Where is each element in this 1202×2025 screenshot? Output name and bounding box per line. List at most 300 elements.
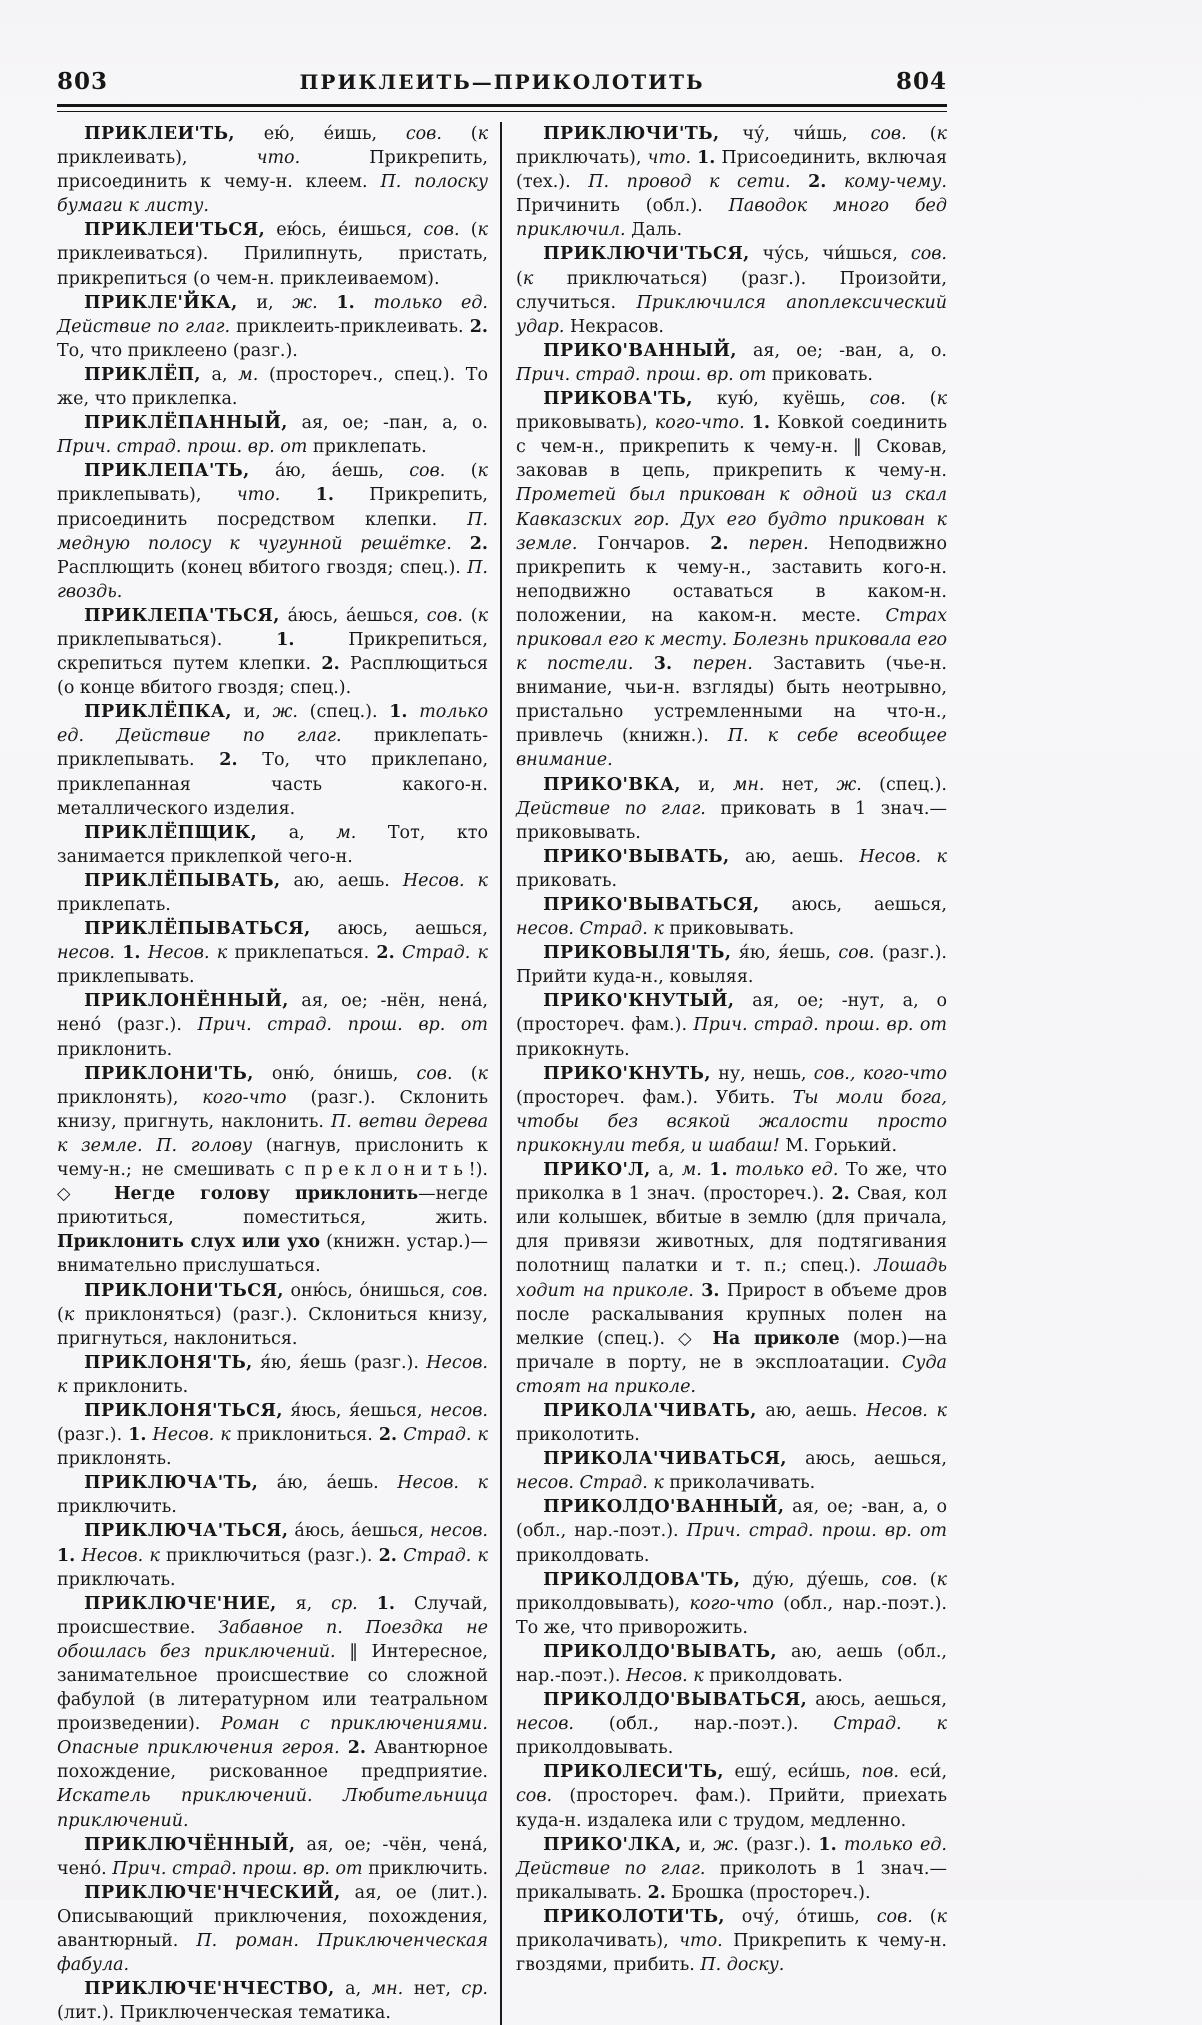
dictionary-entry [516,242,947,338]
entry-text: Расплющить (конец вбитого гвоздя; спец.). [57,557,468,578]
entry-text: !). ◇ [57,1160,488,1205]
dictionary-entry [516,989,947,1061]
entry-text: Несов. к [625,1666,704,1686]
headword: ПРИКОЛДО'ВЫВАТЬСЯ, [543,1690,808,1711]
entry-text: а, [334,1979,372,2000]
entry-text: Прич. страд. прош. вр. от [112,1858,363,1879]
entry-text: Даль. [625,220,683,241]
entry-text: ешу́, еси́шь, [723,1762,862,1783]
entry-text: приключиться (разг.). [159,1545,379,1566]
headword: ПРИКО'ВКА, [543,774,681,795]
entry-text: приковать в 1 знач.—приковывать. [516,798,947,843]
entry-text: Роман с приключениями. Опасные приключения героя. [57,1714,488,1759]
dictionary-entry [57,411,488,459]
entry-text: Несов. к [152,1425,231,1446]
dictionary-entry [516,893,947,941]
entry-text: приколачивать. [663,1473,816,1494]
entry-text: приклеиваться). Прилипнуть, пристать, прикрепиться (о чем-н. приклеиваемом). [57,244,488,289]
entry-text: На приколе [712,1328,840,1349]
entry-text: (лит.). Приключенческая тематика. [57,2003,391,2024]
entry-text [837,1835,844,1855]
headword: ПРИКО'КНУТЬ, [543,1063,711,1084]
entry-text: приклепать. [307,437,427,458]
entry-text: несов. Страд. к [516,1473,664,1494]
entry-text: Прикрепить, присоединить посредством клепки. [57,485,488,530]
entry-text: приколачивать), [516,1931,680,1952]
entry-text [826,172,844,192]
entry-text: Причинить (обл.). [516,196,729,217]
entry-text: (простореч., спец.). То же, что приклепка. [57,364,488,410]
headword: ПРИКЛЮЧЁННЫЙ, [84,1834,296,1855]
entry-text: приковывать), [516,413,655,434]
dictionary-entry [57,1279,488,1351]
entry-text: что. [236,485,281,506]
dictionary-entry [57,122,488,218]
entry-text: приколдовать. [516,1545,650,1566]
entry-text: приключаться) (разг.). Произойти, случиться. [516,268,947,313]
entry-text: ( [441,124,478,144]
entry-text: П. роман. Приключенческая фабула. [57,1931,488,1976]
headword: ПРИКО'ВЫВАТЬ, [543,846,730,867]
entry-text: Суда стоят на приколе. [516,1352,947,1397]
entry-text: приклепывать. [57,967,195,988]
entry-text: Ковкой соединить с чем-н., прикрепить к чему-н. ‖ Сковав, заковав в цепь, прикрепить к чему-н. [516,413,947,482]
entry-text: ( [917,1569,937,1590]
entry-text: ср. [331,1593,358,1614]
entry-text: аю, аешь (обл., нар.-поэт.). [516,1641,947,1686]
entry-text: ( [906,124,937,144]
headword: ПРИКЛЁП, [84,364,201,385]
headword: ПРИКЛЮЧА'ТЬСЯ, [84,1521,289,1542]
entry-text: я, [276,1593,332,1614]
entry-text: сов. [869,389,906,410]
entry-text: Несов. к [81,1545,160,1566]
headword: ПРИКОЛДОВА'ТЬ, [543,1569,741,1590]
entry-text: приколдовывать), [516,1593,690,1614]
entry-text: несов. [430,1400,488,1421]
entry-text: (простореч. фам.). Прийти, приехать куда-н. издалека или с трудом, медленно. [516,1786,947,1831]
headword: ПРИКЛЕ'ЙКА, [84,292,238,313]
dictionary-entry [57,363,488,411]
entry-text: Несов. к [57,1352,488,1397]
entry-text: 2. [647,1882,666,1903]
entry-text: П. медную полосу к чугунной решётке. [57,509,488,554]
dictionary-entry [57,1833,488,1881]
dictionary-entry [57,1471,488,1519]
dictionary-entry [516,122,947,242]
entry-text: мн. [732,774,765,795]
entry-text: аюсь, аешься, [310,919,488,940]
entry-text: к [63,1304,75,1325]
entry-text: кому-чему. [843,172,947,193]
dictionary-entry [516,1640,947,1688]
page-number-left: 803 [57,68,109,95]
entry-text: 1. [315,485,334,506]
entry-text: сов. [451,1280,488,1301]
entry-text [729,534,749,554]
entry-text: Прикрепить к чему-н. гвоздями, прибить. [516,1931,947,1976]
entry-text: сов. [876,1906,913,1927]
dictionary-entry [57,821,488,869]
running-title: ПРИКЛЕИТЬ—ПРИКОЛОТИТЬ [299,70,705,94]
entry-text: приклепывать), [57,485,237,506]
headword: ПРИКЛОНИ'ТЬ, [84,1063,254,1084]
entry-text: 1. [818,1834,837,1855]
entry-text: 2. [469,533,488,554]
entry-text: Несов. к [866,1400,947,1421]
dictionary-entry [516,941,947,989]
entry-text: к [936,1906,947,1927]
entry-text: к [522,268,534,289]
entry-text: Неподвижно прикрепить к чему-н., заставить кого-н. неподвижно оставаться в каком-н. положении, на каком-н. месте. [516,533,947,626]
entry-text: нет, [764,774,837,795]
dictionary-entry [57,1519,488,1591]
entry-text: приклонять), [57,1087,203,1108]
dictionary-entry [57,1881,488,1977]
entry-text: приколотить. [516,1425,640,1446]
dictionary-entry [516,1158,947,1399]
entry-text: П. ветви дерева к земле. П. голову [57,1111,489,1156]
entry-text: сов. [426,605,463,626]
entry-text: ая, ое; -ван, а, о (обл., нар.-поэт.). [516,1497,947,1542]
entry-text: и, [681,1834,714,1855]
entry-text: к [936,389,948,410]
headword: ПРИКО'ВЫВАТЬСЯ, [543,895,760,915]
entry-text: (книжн. устар.)—внимательно прислушаться. [57,1232,488,1277]
entry-text: сов., кого-что [813,1063,947,1084]
entry-text [358,1594,377,1614]
entry-text: 1. [276,629,295,650]
entry-text: П. провод к сети. [588,172,791,193]
entry-text: Случай, происшествие. [57,1593,488,1638]
entry-text: 1. [697,148,716,169]
dictionary-entry [516,1905,947,1977]
dictionary-entry [516,1399,947,1447]
dictionary-entry [57,1592,488,1833]
entry-text: Прикрепиться, скрепиться путем клепки. [57,629,488,675]
entry-text: приклонить. [67,1376,189,1397]
entry-text: ( [462,605,478,626]
headword: ПРИКО'КНУТЫЙ, [543,991,735,1012]
entry-text: Искатель приключений. Любительница приключений. [57,1786,488,1831]
headword: ПРИКЛЁПЩИК, [84,822,258,843]
headword: ПРИКОЛЕСИ'ТЬ, [543,1762,724,1783]
entry-text: 2. [378,1545,397,1566]
column-left [57,122,502,2025]
dictionary-entry [57,989,488,1061]
entry-text: нет, [403,1979,462,2000]
entry-text: (нагнув, прислонить к чему-н.; не смешивать с [57,1135,488,1181]
entry-text: сов. [409,461,446,482]
entry-text: (мор.)—на причале в порту, не в эксплоатации. [516,1328,948,1373]
entry-text: Лошадь ходит на приколе. [516,1256,947,1301]
headword: ПРИКЛОНИ'ТЬСЯ, [84,1280,284,1301]
entry-text: мн. [371,1979,404,2000]
entry-text: ( [57,1304,64,1325]
entry-text: Страд. к [401,943,488,964]
dictionary-entry [57,291,488,363]
entry-text: (разг.). [57,1425,129,1446]
entry-text: несов. [57,943,115,964]
entry-text: ая, ое (лит.). Описывающий приключения, похождения, авантюрный. [57,1882,488,1952]
entry-text: приковать. [516,870,618,891]
entry-text: Свая, кол или колышек, вбитые в землю (для причала, для привязи животных, для подтягивания полотнищ палатки и т. п.; спец.). [516,1184,947,1277]
dictionary-entry [57,1399,488,1471]
dictionary-entry [516,1833,947,1905]
entry-text: сов. [516,1786,553,1807]
entry-text: только ед. Действие по глаг. [516,1834,947,1879]
entry-text: что. [256,148,301,169]
entry-text: сов. [838,943,875,964]
entry-text: 3. [653,654,673,675]
dictionary-entry [516,1495,947,1567]
entry-text: несов. [516,919,574,940]
entry-text: (обл., нар.-поэт.). [573,1714,834,1735]
entry-text: 2. [376,943,395,964]
entry-text: сов. [423,220,460,241]
entry-text: Тот, кто занимается приклепкой чего-н. [57,822,488,867]
entry-text: перен. [692,654,753,675]
entry-text: Прич. страд. прош. вр. от [57,437,308,458]
entry-text: Прич. страд. прош. вр. от [686,1521,947,1542]
entry-text: приклонить. [57,1039,173,1060]
entry-text: а́ю, а́ешь, [249,461,410,482]
entry-text: М. Горький. [779,1135,898,1156]
entry-text: ( [459,220,478,241]
entry-text: приклониться. [230,1425,379,1446]
entry-text: приключать), [516,148,648,169]
entry-text: Приклонить слух или ухо [57,1232,321,1253]
dictionary-columns [57,122,947,2025]
entry-text: 1. [128,1425,147,1446]
entry-text: еси́, [899,1762,948,1783]
entry-text: Прич. страд. прош. вр. от [516,364,767,385]
entry-text [452,534,470,554]
entry-text [745,413,752,433]
headword: ПРИКЛОНЁННЫЙ, [84,991,289,1012]
entry-text: сов. [416,1063,453,1084]
headword: ПРИКЛОНЯ'ТЬ, [84,1352,253,1373]
entry-text: а́ю, а́ешь. [258,1473,398,1494]
entry-text: Несов. к [147,943,228,964]
entry-text: ( [905,389,937,410]
entry-text: Страд. к [403,1545,488,1566]
entry-text: к [477,605,489,626]
entry-text: (спец.). [861,774,947,795]
entry-text [728,1160,736,1180]
entry-text: к [477,124,489,144]
entry-text: ею́сь, е́ишься, [265,220,424,241]
entry-text: оню́, о́нишь, [253,1063,417,1084]
entry-text [318,293,337,313]
entry-text: м. [238,364,259,385]
entry-text: 2. [469,316,488,337]
entry-text: ая, ое; -чён, чена́, чено́. [57,1834,488,1879]
entry-text: приключать. [57,1569,176,1590]
dictionary-entry [57,218,488,290]
entry-text: к [936,1569,947,1590]
entry-text: Брошка (простореч.). [665,1882,871,1903]
entry-text: несов. [430,1521,488,1542]
entry-text: приключить. [57,1497,177,1518]
headword: ПРИКЛОНЯ'ТЬСЯ, [84,1400,283,1421]
entry-text: аю, аешь. [756,1400,867,1421]
entry-text: к [477,1063,488,1084]
dictionary-entry [516,1447,947,1495]
entry-text: Прич. страд. прош. вр. от [693,1015,947,1036]
entry-text: ( [516,268,523,289]
entry-text: 1. [709,1160,728,1181]
entry-text: приковывать. [663,919,795,940]
entry-text: 2. [378,1425,398,1446]
entry-text: 1. [336,292,355,313]
dictionary-entry [516,387,947,773]
entry-text: приколдовать. [703,1666,843,1686]
entry-text: к [477,220,488,241]
entry-text: Страд. к [403,1425,488,1446]
headword: ПРИКОЛА'ЧИВАТЬ, [543,1400,757,1421]
entry-text: я́ю, я́ешь (разг.). [252,1352,427,1373]
entry-text: преклонить [304,1160,469,1181]
entry-text: сов. [870,124,907,144]
headword: ПРИКЛЁПКА, [84,702,232,723]
entry-text: ж. [272,702,298,723]
entry-text: ая, ое; -нён, нена́, нено́ (разг.). [57,991,488,1036]
entry-text: Несов. к [402,870,489,891]
entry-text: сов. [881,1569,918,1590]
entry-text: 1. [751,413,771,434]
entry-text [340,1738,348,1758]
header-double-rule [57,104,947,112]
entry-text: кого-что. [654,413,745,434]
entry-text: (разг.). Прийти куда-н., ковыляя. [516,943,947,988]
entry-text: 2. [347,1738,367,1759]
entry-text: аю, аешь. [280,870,403,891]
entry-text: Присоединить, включая (тех.). [516,148,947,193]
headword: ПРИКЛЮЧА'ТЬ, [84,1473,259,1494]
headword: ПРИКЛЕПА'ТЬСЯ, [84,605,280,626]
headword: ПРИКОЛДО'ВАННЫЙ, [543,1497,785,1518]
dictionary-entry [516,1688,947,1760]
entry-text: чу́, чи́шь, [719,124,871,144]
entry-text: м. [681,1160,702,1181]
entry-text: 2. [710,533,729,554]
entry-text [791,172,809,192]
entry-text: ая, ое; -пан, а, о. [287,413,488,434]
running-head [57,68,947,95]
headword: ПРИКО'ВАННЫЙ, [543,340,737,361]
entry-text: приклепать. [57,895,171,915]
entry-text [280,485,315,505]
entry-text: —негде приютиться, поместиться, жить. [57,1184,488,1229]
entry-text: приклоняться) (разг.). Склониться книзу, пригнуться, наклониться. [57,1304,488,1349]
headword: ПРИКЛЕИ'ТЬСЯ, [84,220,266,241]
entry-text: что. [679,1931,723,1952]
headword: ПРИКЛЁПЫВАТЬ, [84,870,281,891]
entry-text: приковать. [766,364,873,385]
entry-text: П. к себе всеобщее внимание. [516,726,947,771]
dictionary-entry [516,845,947,893]
entry-text: ж. [292,292,318,313]
entry-text: кого-что [689,1593,774,1614]
entry-text: П. доску. [700,1955,785,1976]
entry-text: То же, что приколка в 1 знач. (простореч.). [516,1160,948,1205]
entry-text: 2. [219,750,238,771]
headword: ПРИКЛЮЧЕ'НЧЕСТВО, [84,1979,335,2000]
entry-text: аюсь, аешься, [759,895,947,915]
entry-text: 3. [701,1280,720,1301]
entry-text: сов. [910,244,947,265]
entry-text: ( [445,461,478,482]
dictionary-entry [57,869,488,917]
entry-text: Забавное п. Поездка не обошлась без приключений. [57,1617,488,1662]
entry-text: к [936,124,947,144]
entry-text: кую́, куёшь, [692,389,870,410]
entry-text: Негде голову приклонить [113,1184,419,1205]
entry-text: и, [237,292,293,313]
entry-text: приклепаться. [227,943,377,964]
dictionary-entry [57,1062,488,1279]
entry-text: Несов. к [859,846,948,867]
entry-text: а́юсь, а́ешься, [288,1521,431,1542]
entry-text: приклепываться). [57,629,277,650]
entry-text: к [477,461,488,482]
entry-text: Заставить (чье-н. внимание, чьи-н. взгляды) быть неотрывно, пристально устремленными на что-н., привлечь (книжн.). [516,654,947,747]
entry-text: (спец.). [297,702,390,723]
dictionary-entry [516,339,947,387]
entry-text: приколоть в 1 знач.—прикалывать. [516,1858,947,1903]
entry-text [141,943,148,963]
entry-text: Страх приковал его к месту. Болезнь приковала его к постели. [516,605,947,675]
dictionary-entry [516,1062,947,1158]
headword: ПРИКЛЮЧИ'ТЬ, [543,124,720,144]
entry-text: Авантюрное похождение, рискованное предприятие. [57,1738,488,1783]
headword: ПРИКОВЫЛЯ'ТЬ, [543,943,732,964]
entry-text: ( [452,1063,478,1084]
headword: ПРИКО'ЛКА, [543,1834,682,1855]
headword: ПРИКОЛОТИ'ТЬ, [543,1906,725,1927]
entry-text: а́юсь, а́ешься, [279,605,427,626]
entry-text: 2. [321,654,340,675]
dictionary-entry [57,917,488,989]
entry-text: аюсь, аешься, [786,1449,947,1470]
entry-text: ( [912,1906,937,1927]
entry-text: ж. [713,1834,739,1855]
entry-text: Несов. к [397,1473,488,1494]
entry-text: очу́, о́тишь, [724,1906,877,1927]
entry-text: Страд. к [833,1714,947,1735]
entry-text: Страд. к [579,919,664,940]
entry-text: 1. [122,943,141,964]
entry-text: только ед. Действие по глаг. [57,702,488,747]
headword: ПРИКОЛДО'ВЫВАТЬ, [543,1641,777,1662]
page-content [57,0,947,2025]
entry-text: (разг.). Склонить книзу, пригнуть, наклонить. [57,1087,488,1132]
headword: ПРИКЛЕИ'ТЬ, [84,124,235,144]
entry-text: 1. [57,1545,76,1566]
entry-text: П. полоску бумаги к листу. [57,172,488,217]
entry-text: 1. [376,1593,395,1614]
entry-text: ж. [836,774,862,795]
entry-text: аюсь, аешься, [807,1690,947,1711]
entry-text [355,293,374,313]
page-number-right: 804 [895,68,947,95]
entry-text: приклепать-приклепывать. [57,726,488,771]
entry-text [395,943,402,963]
entry-text: что. [647,148,692,169]
dictionary-entry [516,773,947,845]
entry-text: Паводок много бед приключил. [516,196,947,241]
